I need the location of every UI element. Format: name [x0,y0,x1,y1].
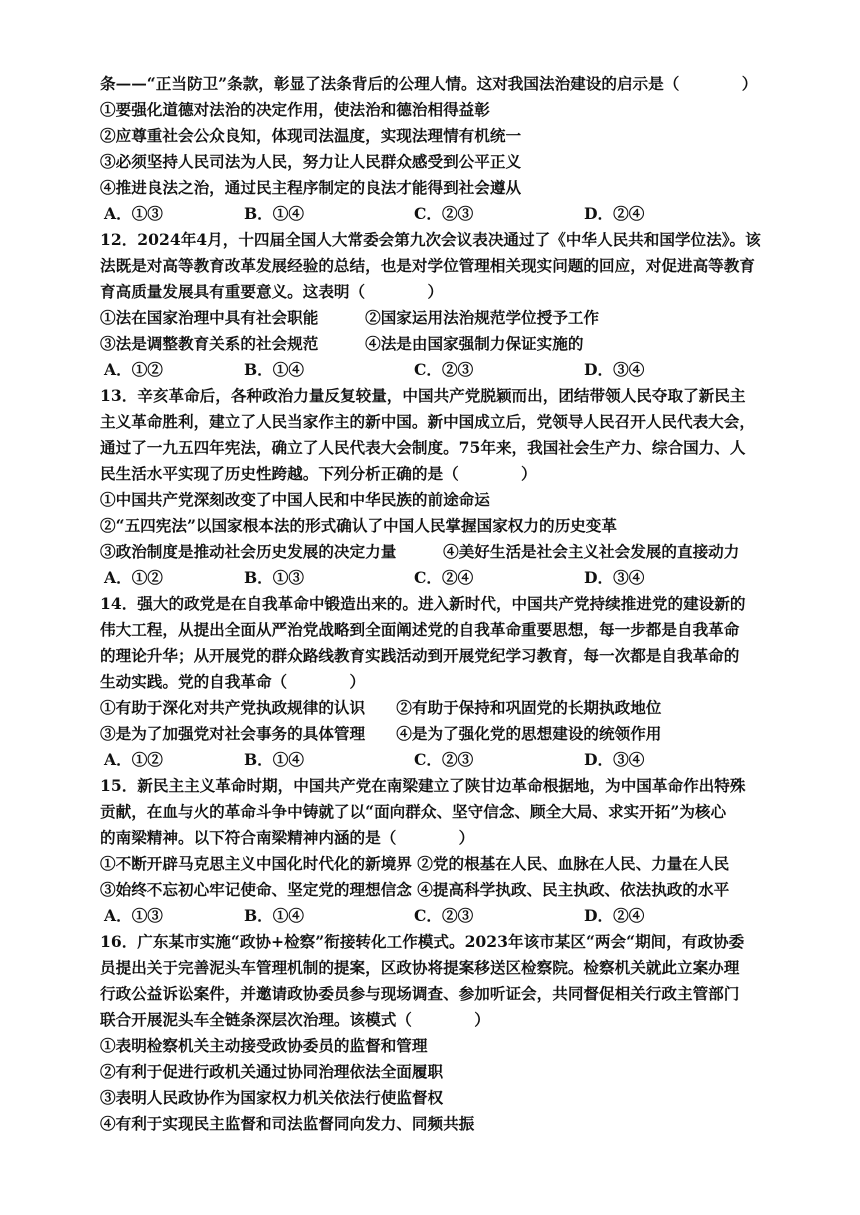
q12-option-b[interactable]: B．①④ [244,360,304,379]
q14-option-c[interactable]: C．②③ [414,750,474,769]
q15-option-c[interactable]: C．②③ [414,906,474,925]
q15-option-a[interactable]: A．①③ [104,906,163,925]
q16-stem-line: 16．广东某市实施“政协+检察”衔接转化工作模式。2023年该市某区“两会“期间，有政协委 [100,932,745,951]
q14-statement: ①有助于深化对共产党执政规律的认识 ②有助于保持和巩固党的长期执政地位 [100,698,662,717]
q13-option-b[interactable]: B．①③ [244,568,304,587]
q15-stem-line: 贡献，在血与火的革命斗争中铸就了以“面向群众、坚守信念、顾全大局、求实开拓”为核心 [100,802,727,821]
q11-option-a[interactable]: A．①③ [104,204,163,223]
q12-stem-line: 法既是对高等教育改革发展经验的总结，也是对学位管理相关现实问题的回应，对促进高等教育 [100,256,755,275]
q16-stem-line: 行政公益诉讼案件，并邀请政协委员参与现场调查、参加听证会，共同督促相关行政主管部门 [100,984,740,1003]
q11-statement: ①要强化道德对法治的决定作用，使法治和德治相得益彰 [100,100,490,119]
q14-option-a[interactable]: A．①② [104,750,163,769]
q12-option-a[interactable]: A．①② [104,360,163,379]
q11-stem-line: 条——“正当防卫”条款，彰显了法条背后的公理人情。这对我国法治建设的启示是（ ） [100,74,758,93]
q11-option-d[interactable]: D．②④ [584,204,645,223]
q13-option-a[interactable]: A．①② [104,568,163,587]
q15-statement: ①不断开辟马克思主义中国化时代化的新境界 ②党的根基在人民、血脉在人民、力量在人民 [100,854,730,873]
q15-statement: ③始终不忘初心牢记使命、坚定党的理想信念 ④提高科学执政、民主执政、依法执政的水平 [100,880,730,899]
q12-option-d[interactable]: D．③④ [584,360,645,379]
q11-option-b[interactable]: B．①④ [244,204,304,223]
q16-statement: ④有利于实现民主监督和司法监督同向发力、同频共振 [100,1114,475,1133]
q13-statement: ①中国共产党深刻改变了中国人民和中华民族的前途命运 [100,490,490,509]
q13-option-c[interactable]: C．②④ [414,568,474,587]
q11-option-c[interactable]: C．②③ [414,204,474,223]
q14-stem-line: 14．强大的政党是在自我革命中锻造出来的。进入新时代，中国共产党持续推进党的建设新的 [100,594,746,613]
q15-stem-line: 的南梁精神。以下符合南梁精神内涵的是（ ） [100,828,475,847]
q16-stem-line: 联合开展泥头车全链条深层次治理。该模式（ ） [100,1010,490,1029]
q14-stem-line: 的理论升华；从开展党的群众路线教育实践活动到开展党纪学习教育，每一次都是自我革命的 [100,646,740,665]
q12-statement: ①法在国家治理中具有社会职能 ②国家运用法治规范学位授予工作 [100,308,600,327]
q16-statement: ①表明检察机关主动接受政协委员的监督和管理 [100,1036,428,1055]
q15-stem-line: 15．新民主主义革命时期，中国共产党在南梁建立了陕甘边革命根据地，为中国革命作出特殊 [100,776,746,795]
q15-option-d[interactable]: D．②④ [584,906,645,925]
q14-option-d[interactable]: D．③④ [584,750,645,769]
q13-stem-line: 通过了一九五四年宪法，确立了人民代表大会制度。75年来，我国社会生产力、综合国力、人 [100,438,746,457]
q12-stem-line: 育高质量发展具有重要意义。这表明（ ） [100,282,444,301]
q13-option-d[interactable]: D．③④ [584,568,645,587]
q11-statement: ②应尊重社会公众良知，体现司法温度，实现法理情有机统一 [100,126,522,145]
q12-option-c[interactable]: C．②③ [414,360,474,379]
q13-stem-line: 主义革命胜利，建立了人民当家作主的新中国。新中国成立后，党领导人民召开人民代表大会， [100,412,755,431]
q14-stem-line: 生动实践。党的自我革命（ ） [100,672,366,691]
q13-statement: ②“五四宪法”以国家根本法的形式确认了中国人民掌握国家权力的历史变革 [100,516,617,535]
q11-statement: ④推进良法之治，通过民主程序制定的良法才能得到社会遵从 [100,178,522,197]
q14-stem-line: 伟大工程，从提出全面从严治党战略到全面阐述党的自我革命重要思想，每一步都是自我革命 [100,620,740,639]
q14-option-b[interactable]: B．①④ [244,750,304,769]
q16-statement: ③表明人民政协作为国家权力机关依法行使监督权 [100,1088,444,1107]
q16-stem-line: 员提出关于完善泥头车管理机制的提案，区政协将提案移送区检察院。检察机关就此立案办理 [100,958,740,977]
q16-statement: ②有利于促进行政机关通过协同治理依法全面履职 [100,1062,444,1081]
q11-statement: ③必须坚持人民司法为人民，努力让人民群众感受到公平正义 [100,152,522,171]
q12-statement: ③法是调整教育关系的社会规范 ④法是由国家强制力保证实施的 [100,334,584,353]
q13-stem-line: 民生活水平实现了历史性跨越。下列分析正确的是（ ） [100,464,537,483]
q15-option-b[interactable]: B．①④ [244,906,304,925]
q13-stem-line: 13．辛亥革命后，各种政治力量反复较量，中国共产党脱颖而出，团结带领人民夺取了新民主 [100,386,746,405]
q12-stem-line: 12．2024年4月，十四届全国人大常委会第九次会议表决通过了《中华人民共和国学位法》。该 [100,230,761,249]
q14-statement: ③是为了加强党对社会事务的具体管理 ④是为了强化党的思想建设的统领作用 [100,724,662,743]
q13-statement: ③政治制度是推动社会历史发展的决定力量 ④美好生活是社会主义社会发展的直接动力 [100,542,740,561]
